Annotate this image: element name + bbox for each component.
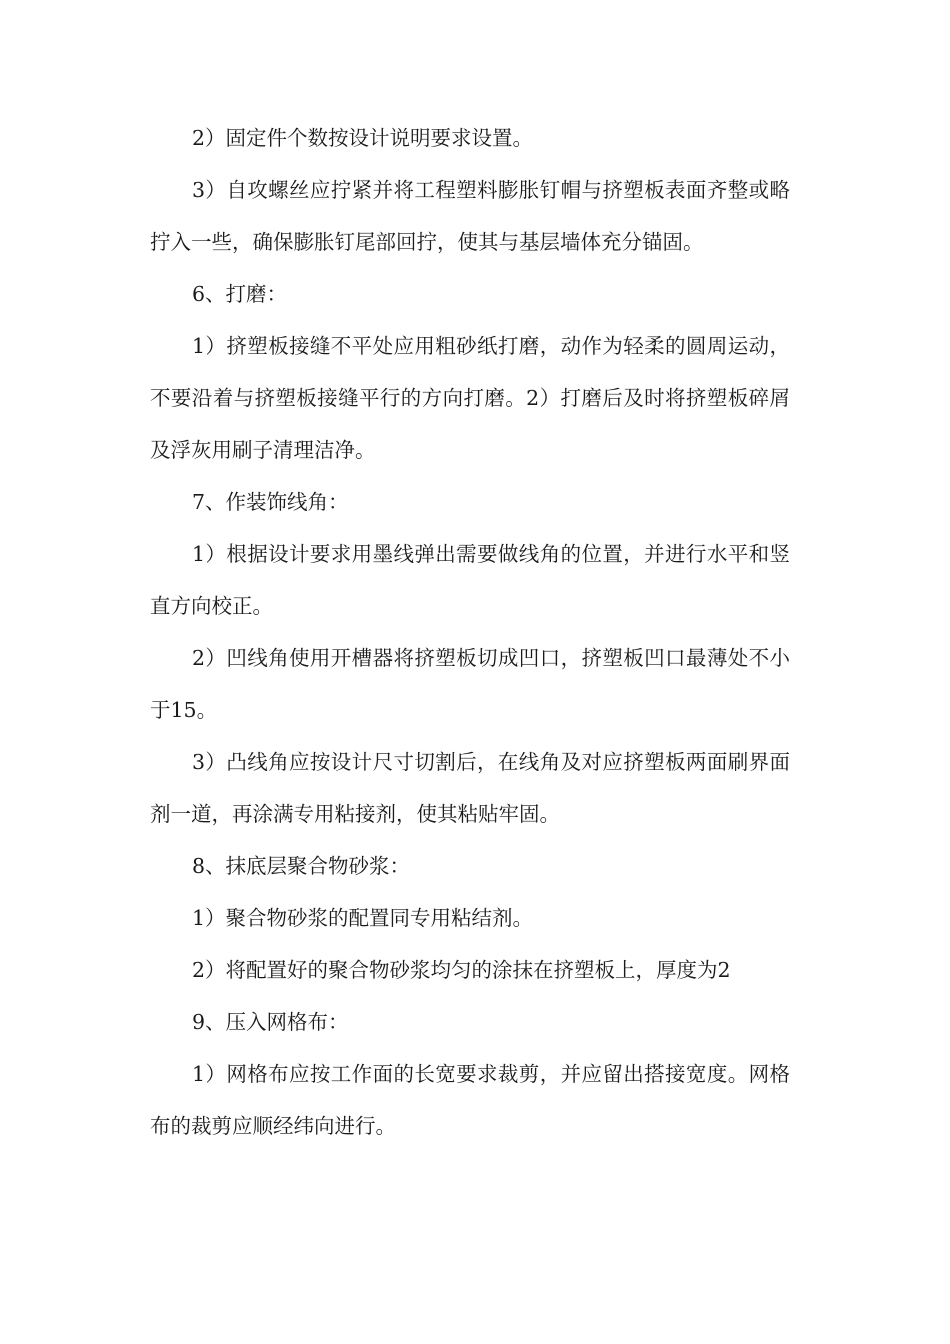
heading-base-mortar: 8、抹底层聚合物砂浆： bbox=[192, 854, 411, 878]
paragraph-fastener-count: 2）固定件个数按设计说明要求设置。 bbox=[192, 126, 534, 150]
heading-decorative-corner: 7、作装饰线角： bbox=[192, 490, 349, 514]
paragraph-convex-corner: 3）凸线角应按设计尺寸切割后，在线角及对应挤塑板两面刷界面剂一道，再涂满专用粘接剂，使其粘贴牢固。 bbox=[150, 750, 790, 826]
paragraph-mortar-mix: 1）聚合物砂浆的配置同专用粘结剂。 bbox=[192, 906, 534, 930]
paragraph-sanding-steps: 1）挤塑板接缝不平处应用粗砂纸打磨，动作为轻柔的圆周运动，不要沿着与挤塑板接缝平行的方向打磨。2）打磨后及时将挤塑板碎屑及浮灰用刷子清理洁净。 bbox=[150, 334, 790, 462]
document-body bbox=[150, 112, 790, 1152]
paragraph-corner-marking: 1）根据设计要求用墨线弹出需要做线角的位置，并进行水平和竖直方向校正。 bbox=[150, 542, 790, 618]
paragraph-concave-corner: 2）凹线角使用开槽器将挤塑板切成凹口，挤塑板凹口最薄处不小于15。 bbox=[150, 646, 790, 722]
heading-mesh-press: 9、压入网格布： bbox=[192, 1010, 349, 1034]
paragraph-mortar-apply: 2）将配置好的聚合物砂浆均匀的涂抹在挤塑板上，厚度为2 bbox=[192, 958, 731, 982]
paragraph-mesh-cutting: 1）网格布应按工作面的长宽要求裁剪，并应留出搭接宽度。网格布的裁剪应顺经纬向进行。 bbox=[150, 1062, 790, 1138]
paragraph-screw-tightening: 3）自攻螺丝应拧紧并将工程塑料膨胀钉帽与挤塑板表面齐整或略拧入一些，确保膨胀钉尾部回拧，使其与基层墙体充分锚固。 bbox=[150, 178, 790, 254]
heading-sanding: 6、打磨： bbox=[192, 282, 288, 306]
